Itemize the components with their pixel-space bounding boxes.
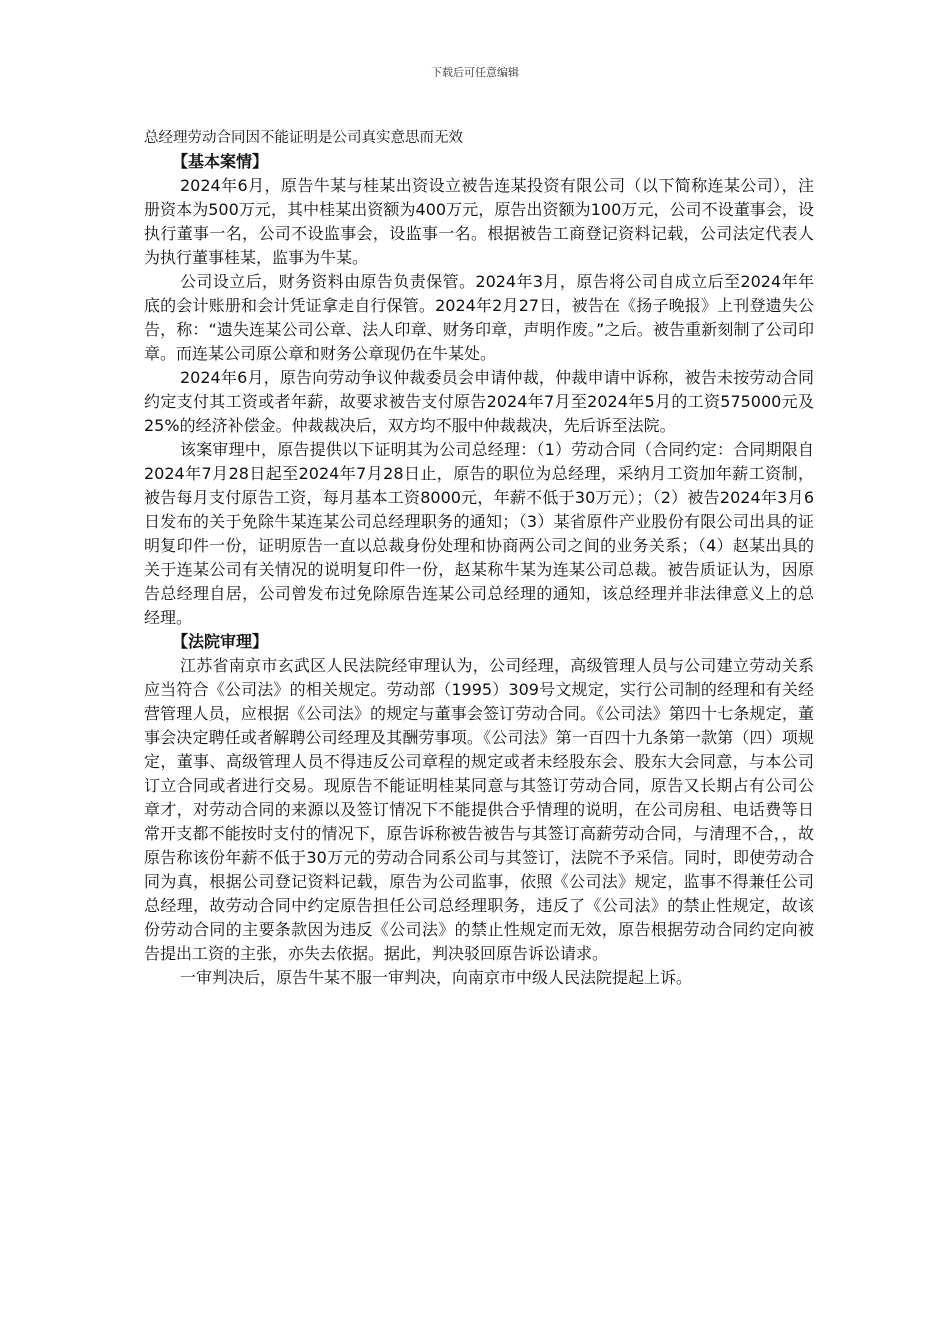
paragraph: 该案审理中，原告提供以下证明其为公司总经理：（1）劳动合同（合同约定：合同期限自2024年7月28日起至2024年7月28日止，原告的职位为总经理，采纳月工资加年薪工资制，被告每月支付原告工资，每月基本工资8000元，年薪不低于30万元）；（2）被告2024年3月6日发布的关于免除牛某连某公司总经理职务的通知；（3）某省原件产业股份有限公司出具的证明复印件一份，证明原告一直以总裁身份处理和协商两公司之间的业务关系；（4）赵某出具的关于连某公司有关情况的说明复印件一份，赵某称牛某为连某公司总裁。被告质证认为，因原告总经理自居，公司曾发布过免除原告连某公司总经理的通知，该总经理并非法律意义上的总经理。	[144, 440, 814, 627]
document-title: 总经理劳动合同因不能证明是公司真实意思而无效	[144, 130, 463, 146]
page-header: 下载后可任意编辑	[431, 66, 519, 79]
section-heading-basic-facts: 【基本案情】	[172, 152, 269, 171]
paragraph: 江苏省南京市玄武区人民法院经审理认为，公司经理，高级管理人员与公司建立劳动关系应当符合《公司法》的相关规定。劳动部（1995）309号文规定，实行公司制的经理和有关经营管理人员，应根据《公司法》的规定与董事会签订劳动合同。《公司法》第四十七条规定，董事会决定聘任或者解聘公司经理及其酬劳事项。《公司法》第一百四十九条第一款第（四）项规定，董事、高级管理人员不得违反公司章程的规定或者未经股东会、股东大会同意，与本公司订立合同或者进行交易。现原告不能证明桂某同意与其签订劳动合同，原告又长期占有公司公章才，对劳动合同的来源以及签订情况下不能提供合乎情理的说明，在公司房租、电话费等日常开支都不能按时支付的情况下，原告诉称被告被告与其签订高薪劳动合同，与清理不合，，故原告称该份年薪不低于30万元的劳动合同系公司与其签订，法院不予采信。同时，即使劳动合同为真，根据公司登记资料记载，原告为公司监事，依照《公司法》规定，监事不得兼任公司总经理，故劳动合同中约定原告担任公司总经理职务，违反了《公司法》的禁止性规定，故该份劳动合同的主要条款因为违反《公司法》的禁止性规定而无效，原告根据劳动合同约定向被告提出工资的主张，亦失去依据。据此，判决驳回原告诉讼请求。	[144, 656, 814, 963]
paragraph: 公司设立后，财务资料由原告负责保管。2024年3月，原告将公司自成立后至2024年年底的会计账册和会计凭证拿走自行保管。2024年2月27日，被告在《扬子晚报》上刊登遗失公告，称：“遗失连某公司公章、法人印章、财务印章，声明作废。”之后。被告重新刻制了公司印章。而连某公司原公章和财务公章现仍在牛某处。	[144, 272, 814, 363]
paragraph: 2024年6月，原告牛某与桂某出资设立被告连某投资有限公司（以下简称连某公司），注册资本为500万元，其中桂某出资额为400万元，原告出资额为100万元，公司不设董事会，设执行董事一名，公司不设监事会，设监事一名。根据被告工商登记资料记载，公司法定代表人为执行董事桂某，监事为牛某。	[144, 176, 814, 267]
paragraph: 一审判决后，原告牛某不服一审判决，向南京市中级人民法院提起上诉。	[180, 968, 693, 987]
section-heading-court-trial: 【法院审理】	[172, 632, 269, 651]
document-body	[144, 126, 814, 990]
paragraph: 2024年6月，原告向劳动争议仲裁委员会申请仲裁，仲裁申请中诉称，被告未按劳动合同约定支付其工资或者年薪，故要求被告支付原告2024年7月至2024年5月的工资575000元及25%的经济补偿金。仲裁裁决后，双方均不服中仲裁裁决，先后诉至法院。	[144, 368, 814, 435]
